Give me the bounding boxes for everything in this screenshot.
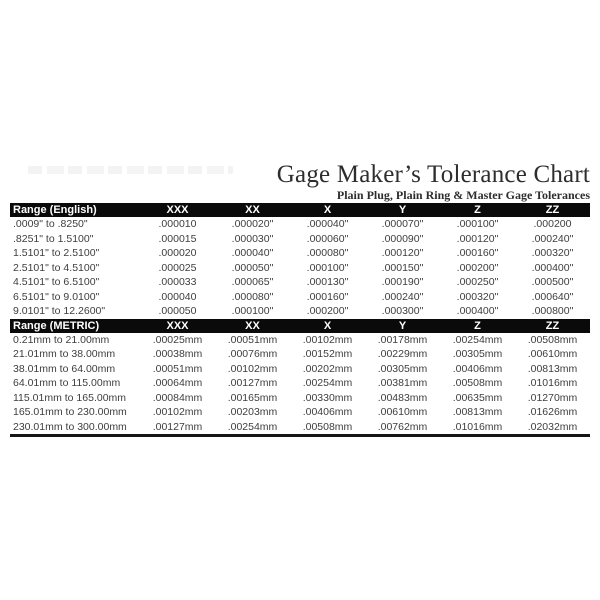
table-row — [10, 304, 590, 319]
range-cell: 1.5101" to 2.5100" — [13, 247, 100, 259]
tolerance-value-cell: .000150" — [381, 261, 424, 274]
tolerance-value-cell: .000015 — [158, 232, 197, 245]
table-row — [10, 420, 590, 436]
tolerance-value-cell: .000020" — [231, 218, 274, 230]
tolerance-value-cell: .00165mm — [227, 391, 278, 404]
tolerance-value-cell: .00076mm — [227, 348, 278, 360]
tolerance-value-cell: .000800" — [531, 305, 574, 317]
tolerance-value-cell: .000040" — [306, 218, 349, 230]
tolerance-value-cell: .000080" — [306, 247, 349, 259]
tolerance-value-cell: .00254mm — [227, 420, 278, 433]
tolerance-value-cell: .00330mm — [302, 391, 353, 404]
tolerance-value-cell: .000400" — [531, 261, 574, 274]
tolerance-value-cell: .00102mm — [227, 362, 278, 375]
tolerance-value-cell: .000050 — [158, 305, 197, 317]
range-cell: 230.01mm to 300.00mm — [13, 420, 127, 433]
tolerance-class-header: XX — [215, 319, 290, 333]
tolerance-value-cell: .000060" — [306, 232, 349, 245]
tolerance-value-cell: .00084mm — [152, 391, 203, 404]
tolerance-class-header: ZZ — [515, 203, 590, 217]
tolerance-class-header: Z — [440, 319, 515, 333]
tolerance-value-cell: .00508mm — [527, 333, 578, 346]
range-cell: 2.5101" to 4.5100" — [13, 261, 100, 274]
faint-watermark — [28, 166, 233, 174]
range-cell: 4.5101" to 6.5100" — [13, 276, 100, 288]
range-cell: 38.01mm to 64.00mm — [13, 362, 116, 375]
tolerance-value-cell: .000500" — [531, 276, 574, 288]
tolerance-value-cell: .00025mm — [152, 333, 203, 346]
tolerance-value-cell: .000070" — [381, 218, 424, 230]
tolerance-class-header: XXX — [140, 319, 215, 333]
tolerance-value-cell: .02032mm — [527, 420, 578, 433]
tolerance-value-cell: .00381mm — [377, 377, 428, 389]
tolerance-value-cell: .00813mm — [527, 362, 578, 375]
table-row — [10, 391, 590, 406]
range-cell: .0009" to .8250" — [13, 218, 88, 230]
tolerance-value-cell: .000120" — [381, 247, 424, 259]
range-cell: 115.01mm to 165.00mm — [13, 391, 127, 404]
table-row — [10, 333, 590, 348]
table-row — [10, 232, 590, 247]
tolerance-value-cell: .000400" — [456, 305, 499, 317]
page-title: Gage Maker’s Tolerance Chart — [276, 161, 590, 188]
table-row — [10, 347, 590, 362]
tolerance-value-cell: .00635mm — [452, 391, 503, 404]
tolerance-value-cell: .00064mm — [152, 377, 203, 389]
tolerance-value-cell: .000033 — [158, 276, 197, 288]
tolerance-value-cell: .01016mm — [527, 377, 578, 389]
tolerance-value-cell: .000100" — [456, 218, 499, 230]
tolerance-value-cell: .000040" — [231, 247, 274, 259]
tolerance-value-cell: .00406mm — [302, 406, 353, 418]
tolerance-value-cell: .00305mm — [377, 362, 428, 375]
table-row — [10, 405, 590, 420]
tolerance-value-cell: .00127mm — [152, 420, 203, 433]
tolerance-value-cell: .00813mm — [452, 406, 503, 418]
tolerance-value-cell: .00254mm — [302, 377, 353, 389]
tolerance-value-cell: .000100" — [231, 305, 274, 317]
tolerance-value-cell: .00229mm — [377, 348, 428, 360]
tolerance-value-cell: .00762mm — [377, 420, 428, 433]
tolerance-value-cell: .00254mm — [452, 333, 503, 346]
tolerance-value-cell: .00203mm — [227, 406, 278, 418]
tolerance-value-cell: .00102mm — [302, 333, 353, 346]
tolerance-value-cell: .00508mm — [302, 420, 353, 433]
tolerance-class-header: ZZ — [515, 319, 590, 333]
range-cell: 21.01mm to 38.00mm — [13, 348, 116, 360]
tolerance-class-header: Y — [365, 203, 440, 217]
range-cell: 64.01mm to 115.00mm — [13, 377, 121, 389]
tolerance-value-cell: .00483mm — [377, 391, 428, 404]
section-header-row-metric — [10, 319, 590, 333]
tolerance-value-cell: .000640" — [531, 290, 574, 303]
tolerance-value-cell: .000200 — [533, 218, 572, 230]
tolerance-value-cell: .00610mm — [377, 406, 428, 418]
range-cell: .8251" to 1.5100" — [13, 232, 94, 245]
tolerance-value-cell: .00202mm — [302, 362, 353, 375]
tolerance-class-header: XXX — [140, 203, 215, 217]
tolerance-value-cell: .000100" — [306, 261, 349, 274]
tolerance-value-cell: .000030" — [231, 232, 274, 245]
tolerance-value-cell: .00406mm — [452, 362, 503, 375]
tolerance-value-cell: .000065" — [231, 276, 274, 288]
table-row — [10, 362, 590, 377]
tolerance-value-cell: .00610mm — [527, 348, 578, 360]
tolerance-value-cell: .000320" — [531, 247, 574, 259]
tolerance-value-cell: .000090" — [381, 232, 424, 245]
range-cell: 0.21mm to 21.00mm — [13, 333, 110, 346]
tolerance-value-cell: .01016mm — [452, 420, 503, 433]
table-row — [10, 275, 590, 290]
tolerance-value-cell: .00127mm — [227, 377, 278, 389]
tolerance-value-cell: .000080" — [231, 290, 274, 303]
section-header-row-english — [10, 203, 590, 217]
title-block — [277, 161, 590, 202]
tolerance-value-cell: .01270mm — [527, 391, 578, 404]
tolerance-value-cell: .00305mm — [452, 348, 503, 360]
tolerance-value-cell: .000160" — [456, 247, 499, 259]
tolerance-value-cell: .000200" — [306, 305, 349, 317]
table-row — [10, 261, 590, 276]
tolerance-value-cell: .00152mm — [302, 348, 353, 360]
tolerance-class-header: X — [290, 319, 365, 333]
tolerance-value-cell: .000020 — [158, 247, 197, 259]
tolerance-value-cell: .000130" — [306, 276, 349, 288]
tolerance-value-cell: .01626mm — [527, 406, 578, 418]
table-row — [10, 376, 590, 391]
tolerance-value-cell: .00051mm — [152, 362, 203, 375]
tolerance-class-header: Y — [365, 319, 440, 333]
table-row — [10, 217, 590, 232]
tolerance-value-cell: .000240" — [531, 232, 574, 245]
table-row — [10, 246, 590, 261]
tolerance-value-cell: .000190" — [381, 276, 424, 288]
tolerance-value-cell: .000025 — [158, 261, 197, 274]
range-cell: 9.0101" to 12.2600" — [13, 305, 106, 317]
tolerance-class-header: XX — [215, 203, 290, 217]
tolerance-value-cell: .000050" — [231, 261, 274, 274]
table-row — [10, 290, 590, 305]
tolerance-value-cell: .000010 — [158, 218, 197, 230]
tolerance-value-cell: .00178mm — [377, 333, 428, 346]
range-column-header: Range (METRIC) — [10, 319, 140, 333]
tolerance-value-cell: .000300" — [381, 305, 424, 317]
tolerance-class-header: X — [290, 203, 365, 217]
tolerance-value-cell: .00102mm — [152, 406, 203, 418]
tolerance-value-cell: .000160" — [306, 290, 349, 303]
tolerance-value-cell: .000250" — [456, 276, 499, 288]
tolerance-value-cell: .00508mm — [452, 377, 503, 389]
tolerance-value-cell: .000120" — [456, 232, 499, 245]
tolerance-table — [10, 203, 590, 437]
tolerance-value-cell: .000200" — [456, 261, 499, 274]
page-subtitle: Plain Plug, Plain Ring & Master Gage Tolerances — [336, 188, 590, 202]
tolerance-class-header: Z — [440, 203, 515, 217]
tolerance-value-cell: .00038mm — [152, 348, 203, 360]
range-cell: 6.5101" to 9.0100" — [13, 290, 100, 303]
tolerance-value-cell: .000240" — [381, 290, 424, 303]
tolerance-value-cell: .00051mm — [227, 333, 278, 346]
range-column-header: Range (English) — [10, 203, 140, 217]
range-cell: 165.01mm to 230.00mm — [13, 406, 127, 418]
tolerance-value-cell: .000320" — [456, 290, 499, 303]
tolerance-value-cell: .000040 — [158, 290, 197, 303]
